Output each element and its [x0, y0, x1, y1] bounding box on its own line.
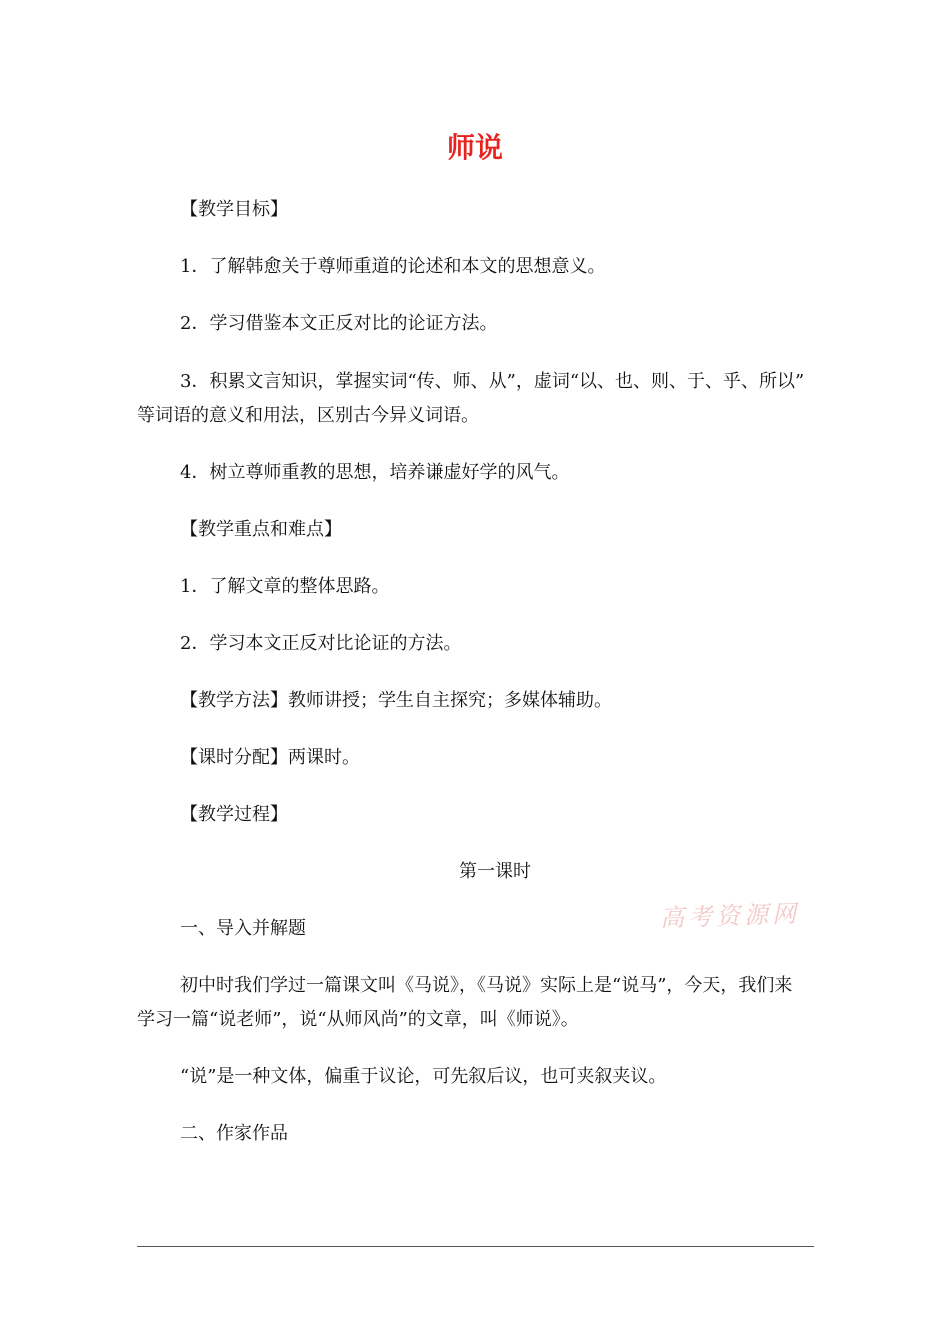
teaching-method: 【教学方法】教师讲授；学生自主探究；多媒体辅助。 [180, 690, 612, 711]
key-point-item-2: 2．学习本文正反对比论证的方法。 [180, 633, 462, 654]
process-header: 【教学过程】 [180, 804, 288, 825]
objectives-header: 【教学目标】 [180, 199, 288, 220]
objective-item-2: 2．学习借鉴本文正反对比的论证方法。 [180, 313, 498, 334]
section-1-heading: 一、导入并解题 [180, 918, 306, 939]
objective-item-3-line-1: 3．积累文言知识，掌握实词“传、师、从”，虚词“以、也、则、于、乎、所以” [180, 371, 805, 392]
section-1-paragraph-1-line-1: 初中时我们学过一篇课文叫《马说》，《马说》实际上是“说马”，今天，我们来 [180, 975, 793, 996]
section-1-paragraph-2: “说”是一种文体，偏重于议论，可先叙后议，也可夹叙夹议。 [180, 1066, 667, 1087]
key-points-header: 【教学重点和难点】 [180, 519, 342, 540]
key-point-item-1: 1．了解文章的整体思路。 [180, 576, 390, 597]
objective-item-1: 1．了解韩愈关于尊师重道的论述和本文的思想意义。 [180, 256, 606, 277]
section-1-paragraph-1-line-2: 学习一篇“说老师”，说“从师风尚”的文章，叫《师说》。 [137, 1009, 579, 1030]
page-title: 师说 [446, 131, 503, 164]
class-schedule: 【课时分配】两课时。 [180, 747, 360, 768]
objective-item-4: 4．树立尊师重教的思想，培养谦虚好学的风气。 [180, 462, 570, 483]
section-2-heading: 二、作家作品 [180, 1123, 288, 1144]
objective-item-3-line-2: 等词语的意义和用法，区别古今异义词语。 [137, 405, 479, 426]
watermark: 高考资源网 [659, 899, 801, 933]
lesson-title: 第一课时 [459, 861, 531, 882]
footer-divider [137, 1246, 814, 1247]
